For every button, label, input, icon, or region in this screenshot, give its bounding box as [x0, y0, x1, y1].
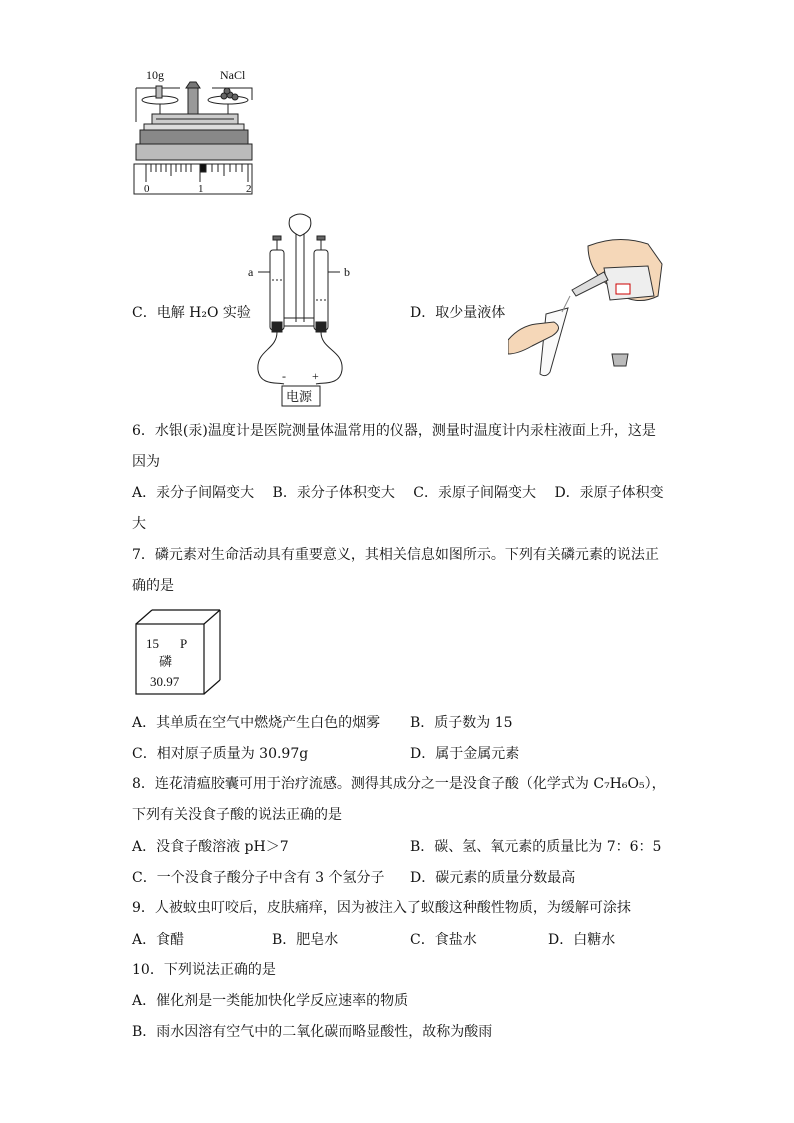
scale-ruler: [134, 164, 252, 194]
q5-option-d: D．取少量液体: [410, 305, 506, 321]
q9-option-c: C．食盐水: [410, 932, 477, 948]
test-tube: [540, 308, 568, 376]
scale-tick-2: 2: [246, 183, 252, 195]
element-card: [132, 606, 226, 698]
q9-option-b: B．肥皂水: [272, 932, 339, 948]
tube-left: [270, 250, 284, 330]
element-symbol: P: [180, 636, 188, 651]
q7-option-a: A．其单质在空气中燃烧产生白色的烟雾: [132, 715, 381, 731]
reagent-bottle: [604, 266, 654, 300]
element-mass: 30.97: [150, 674, 180, 689]
q8-option-d: D．碳元素的质量分数最高: [410, 870, 576, 886]
q6-stem-1: 6．水银(汞)温度计是医院测量体温常用的仪器，测量时温度计内汞柱液面上升，这是: [132, 423, 656, 439]
q7-stem-1: 7．磷元素对生命活动具有重要意义，其相关信息如图所示。下列有关磷元素的说法正: [132, 547, 659, 563]
q7-option-c: C．相对原子质量为 30.97g: [132, 746, 309, 762]
q6-stem-2: 因为: [132, 454, 160, 470]
tube-right: [314, 250, 328, 330]
substance-label: NaCl: [220, 68, 246, 82]
pour-liquid-figure: [508, 236, 664, 380]
element-name: 磷: [159, 655, 173, 670]
stopper: [612, 354, 628, 366]
q10-option-b: B．雨水因溶有空气中的二氧化碳而略显酸性，故称为酸雨: [132, 1024, 493, 1040]
q8-stem-2: 下列有关没食子酸的说法正确的是: [132, 807, 342, 823]
scale-tick-0: 0: [144, 183, 150, 195]
scale-tick-1: 1: [198, 183, 204, 195]
balance-body: [136, 82, 252, 160]
balance-figure: [128, 66, 260, 198]
q7-stem-2: 确的是: [132, 578, 174, 594]
q8-stem-1: 8．连花清瘟胶囊可用于治疗流感。测得其成分之一是没食子酸（化学式为 C₇H₆O₅），: [132, 776, 666, 792]
minus-sign: -: [282, 369, 286, 383]
power-label: 电源: [286, 389, 313, 404]
q10-option-a: A．催化剂是一类能加快化学反应速率的物质: [132, 993, 409, 1009]
tube-a-label: a: [248, 265, 254, 279]
q7-option-d: D．属于金属元素: [410, 746, 520, 762]
q10-stem: 10．下列说法正确的是: [132, 962, 276, 978]
q6-options-2: 大: [132, 516, 146, 532]
q9-option-d: D．白糖水: [548, 932, 616, 948]
element-number: 15: [146, 636, 159, 651]
q8-option-b: B．碳、氢、氧元素的质量比为 7：6：5: [410, 839, 662, 855]
q8-option-a: A．没食子酸溶液 pH＞7: [132, 839, 289, 855]
q7-option-b: B．质子数为 15: [410, 715, 513, 731]
q6-options-1: A．汞分子间隔变大 B．汞分子体积变大 C．汞原子间隔变大 D．汞原子体积变: [132, 485, 664, 501]
q8-option-c: C．一个没食子酸分子中含有 3 个氢分子: [132, 870, 385, 886]
q5-option-c: C．电解 H₂O 实验: [132, 305, 251, 321]
plus-sign: +: [312, 369, 319, 383]
weight-label: 10g: [146, 68, 164, 82]
q9-option-a: A．食醋: [132, 932, 185, 948]
electrolysis-figure: [244, 210, 356, 408]
q9-stem: 9．人被蚊虫叮咬后，皮肤痛痒，因为被注入了蚁酸这种酸性物质，为缓解可涂抹: [132, 900, 631, 916]
tube-b-label: b: [344, 265, 350, 279]
funnel: [289, 214, 311, 236]
